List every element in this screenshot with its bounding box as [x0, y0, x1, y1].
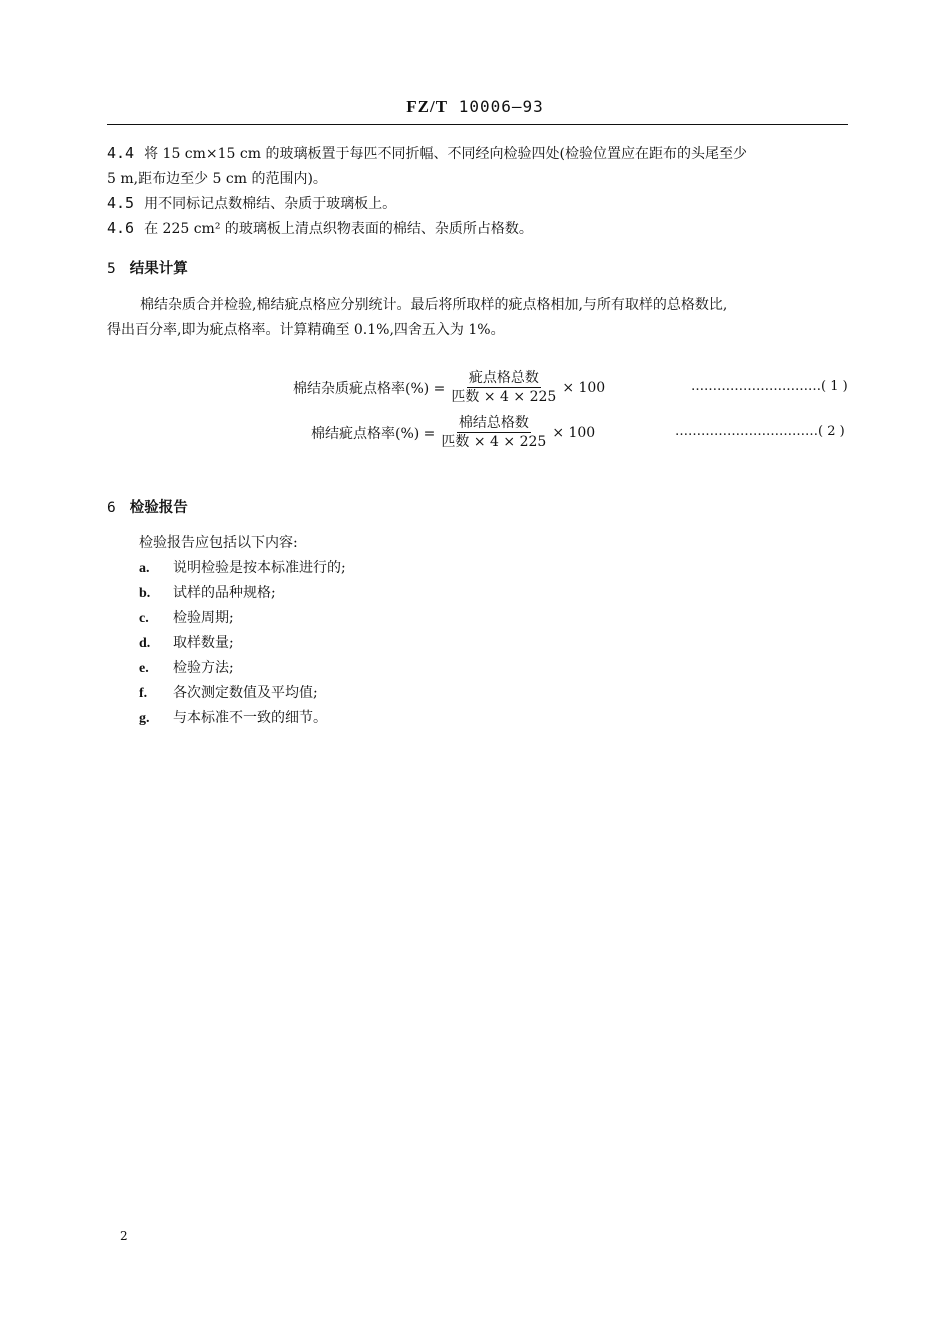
equation-number: ( 2 ): [818, 424, 845, 439]
equation-number: ( 1 ): [821, 379, 848, 394]
list-label: g.: [139, 711, 150, 726]
formula-2-ref: [675, 424, 845, 439]
list-text: 检验周期;: [173, 610, 234, 626]
clause-number: 4.5: [107, 194, 135, 212]
list-text: 检验方法;: [173, 660, 234, 676]
clause-4-5: [107, 191, 848, 217]
standard-number: 10006—93: [458, 97, 544, 116]
formula-lhs: 棉结疵点格率(%) =: [311, 425, 436, 442]
list-text: 各次测定数值及平均值;: [173, 685, 318, 701]
header-rule: [107, 124, 848, 125]
list-item: [139, 582, 276, 602]
list-item: [139, 682, 318, 702]
formula-1: [293, 370, 605, 405]
clause-number: 4.6: [107, 219, 135, 237]
leader-dots: ……………………………: [675, 424, 818, 439]
formula-factor: × 100: [562, 379, 606, 396]
section-5-heading: [107, 257, 188, 278]
list-text: 试样的品种规格;: [173, 585, 276, 601]
section-title: 结果计算: [129, 261, 188, 277]
formula-denominator: 匹数 × 4 × 225: [451, 389, 557, 405]
clause-text-cont: 5 m,距布边至少 5 cm 的范围内)。: [107, 171, 327, 187]
formula-1-ref: [691, 379, 848, 394]
clause-number: 4.4: [107, 144, 135, 162]
formula-numerator: 棉结总格数: [458, 415, 529, 431]
section-number: 6: [107, 500, 116, 516]
paragraph-line: 得出百分率,即为疵点格率。计算精确至 0.1%,四舍五入为 1%。: [107, 322, 505, 338]
section-6-heading: [107, 496, 188, 517]
list-item: [139, 607, 234, 627]
list-text: 与本标准不一致的细节。: [173, 710, 327, 726]
formula-fraction: [451, 370, 556, 405]
list-item: [139, 557, 346, 577]
formula-numerator: 疵点格总数: [468, 370, 539, 386]
list-label: f.: [139, 686, 148, 701]
formula-2: [311, 415, 595, 450]
leader-dots: …………………………: [691, 379, 821, 394]
standard-header: [0, 97, 950, 117]
list-label: c.: [139, 611, 149, 626]
list-label: b.: [139, 586, 151, 601]
formula-factor: × 100: [552, 424, 596, 441]
list-label: d.: [139, 636, 151, 651]
list-item: [139, 632, 234, 652]
list-item: [139, 657, 234, 677]
list-item: [139, 707, 327, 727]
list-label: e.: [139, 661, 149, 676]
section-5-paragraph: [107, 293, 848, 343]
clause-text: 将 15 cm×15 cm 的玻璃板置于每匹不同折幅、不同经向检验四处(检验位置应在距布的头尾至少: [144, 146, 747, 162]
paragraph-line: 棉结杂质合并检验,棉结疵点格应分别统计。最后将所取样的疵点格相加,与所有取样的总格数比,: [140, 297, 728, 313]
clause-4-4: [107, 141, 848, 192]
clause-text: 在 225 cm² 的玻璃板上清点织物表面的棉结、杂质所占格数。: [144, 221, 533, 237]
formula-fraction: [441, 415, 546, 450]
formula-denominator: 匹数 × 4 × 225: [441, 434, 547, 450]
page-number: 2: [120, 1229, 128, 1243]
section-title: 检验报告: [129, 500, 188, 516]
formula-lhs: 棉结杂质疵点格率(%) =: [293, 380, 446, 397]
list-text: 说明检验是按本标准进行的;: [173, 560, 346, 576]
intro-text: 检验报告应包括以下内容:: [139, 535, 298, 551]
list-label: a.: [139, 561, 150, 576]
clause-4-6: [107, 216, 848, 242]
clause-text: 用不同标记点数棉结、杂质于玻璃板上。: [144, 196, 397, 212]
section-6-intro: [139, 531, 839, 556]
list-text: 取样数量;: [173, 635, 234, 651]
standard-code: FZ/T: [406, 97, 449, 116]
section-number: 5: [107, 261, 116, 277]
